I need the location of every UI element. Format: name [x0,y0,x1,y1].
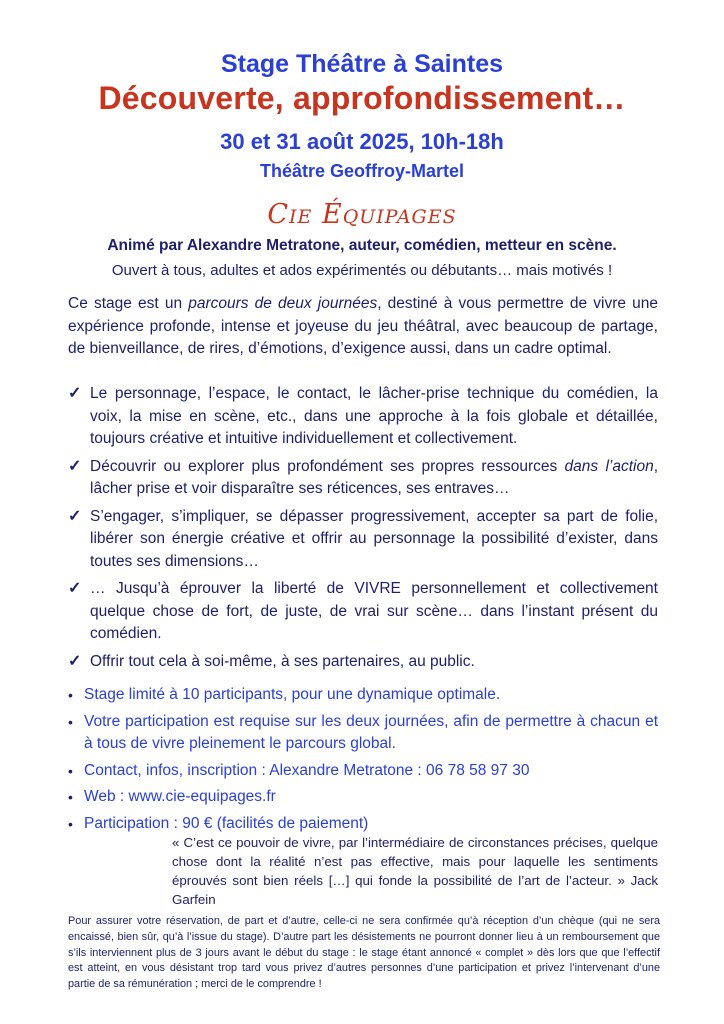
check-icon: ✓ [68,507,82,525]
event-venue: Théâtre Geoffroy-Martel [259,161,465,181]
checklist-emphasis: dans l’action [564,457,654,475]
check-icon: ✓ [68,580,82,597]
audience-line: Ouvert à tous, adultes et ados expérimentés ou débutants… mais motivés ! [111,262,613,279]
info-item-contact [68,760,658,783]
bullet-icon: • [68,762,73,779]
animator-line: Animé par Alexandre Metratone, auteur, comédien, metteur en scène. [107,237,617,254]
info-text: Votre participation est requise sur les deux journées, afin de permettre à chacun et à tous de vivre pleinement le parcours global. [84,712,658,752]
checklist-item [68,651,658,674]
checklist-item [68,506,658,574]
checklist [68,383,658,678]
title-line-2: Découverte, approfondissement… [98,80,626,116]
intro-text-start: Ce stage est un [68,295,189,312]
check-icon: ✓ [68,457,82,475]
checklist-text: … Jusqu’à éprouver la liberté de VIVRE personnellement et collectivement quelque chose de fort, de juste, de vrai sur scène… dans l’instant présent du comédien. [90,580,658,642]
checklist-text-start: Découvrir ou explorer plus profondément ses propres ressources [90,457,565,475]
bullet-icon: • [68,789,73,805]
info-item-web [68,786,658,809]
company-logo: Cie Équipages [267,199,457,230]
checklist-text: S’engager, s’impliquer, se dépasser progressivement, accepter sa part de folie, libérer son énergie créative et offrir au personnage la possibilité d’exister, dans toutes ses dimensions… [90,507,658,570]
info-list [68,684,658,839]
checklist-item [68,578,658,646]
check-icon: ✓ [68,385,82,402]
quote-block: « C’est ce pouvoir de vivre, par l’intermédiaire de circonstances précises, quelque chose dont la réalité n’est pas effective, mais pour laquelle les sentiments éprouvés sont bien réels […] qui fonde la possibilité de l’art de l’acteur. » Jack Garfein [172,835,658,907]
info-item [68,684,658,707]
bullet-icon: • [68,713,73,730]
title-line-1: Stage Théâtre à Saintes [220,50,504,78]
intro-paragraph [68,293,658,361]
intro-text-end: , destiné à vous permettre de vivre une expérience profonde, intense et joyeuse du jeu théâtral, avec beaucoup de partage, de bienveillance, de rires, d’émotions, d’exigence aussi, dans un cadre optimal. [68,295,658,357]
event-dates: 30 et 31 août 2025, 10h-18h [220,129,504,154]
checklist-item [68,383,658,451]
intro-emphasis: parcours de deux journées [188,295,378,312]
reservation-footnote: Pour assurer votre réservation, de part et d’autre, celle-ci ne sera confirmée qu’à réception d’un chèque (qui ne sera encaissé, bien sûr, qu’à l’issue du stage). D’autre part les désistements ne pourront donner lieu à un remboursement que s’ils interviennent plus de 3 jours avant le début du stage : le stage étant annoncé « complet » dès lors que que l’effectif est atteint, en vous désistant trop tard vous privez d’autres personnes d’une participation et privez l’intervenant d’une partie de sa rémunération ; merci de le comprendre ! [68,915,660,991]
checklist-text: Le personnage, l’espace, le contact, le lâcher-prise technique du comédien, la voix, la mise en scène, etc., dans une approche à la fois globale et détaillée, toujours créative et intuitive individuellement et collectivement. [90,385,658,447]
bullet-icon: • [68,687,73,703]
checklist-text-end: , lâcher prise et voir disparaître ses réticences, ses entraves… [90,457,659,497]
info-item-price [68,813,658,836]
info-item [68,711,658,756]
info-text: Stage limité à 10 participants, pour une dynamique optimale. [84,686,501,703]
price-text: Participation : 90 € (facilités de paiement) [84,814,369,832]
contact-text[interactable]: Contact, infos, inscription : Alexandre Metratone : 06 78 58 97 30 [84,761,530,779]
checklist-item [68,456,658,501]
check-icon: ✓ [68,652,82,670]
checklist-text: Offrir tout cela à soi-même, à ses partenaires, au public. [90,652,475,670]
bullet-icon: • [68,815,73,832]
website-link[interactable]: Web : www.cie-equipages.fr [84,788,276,805]
